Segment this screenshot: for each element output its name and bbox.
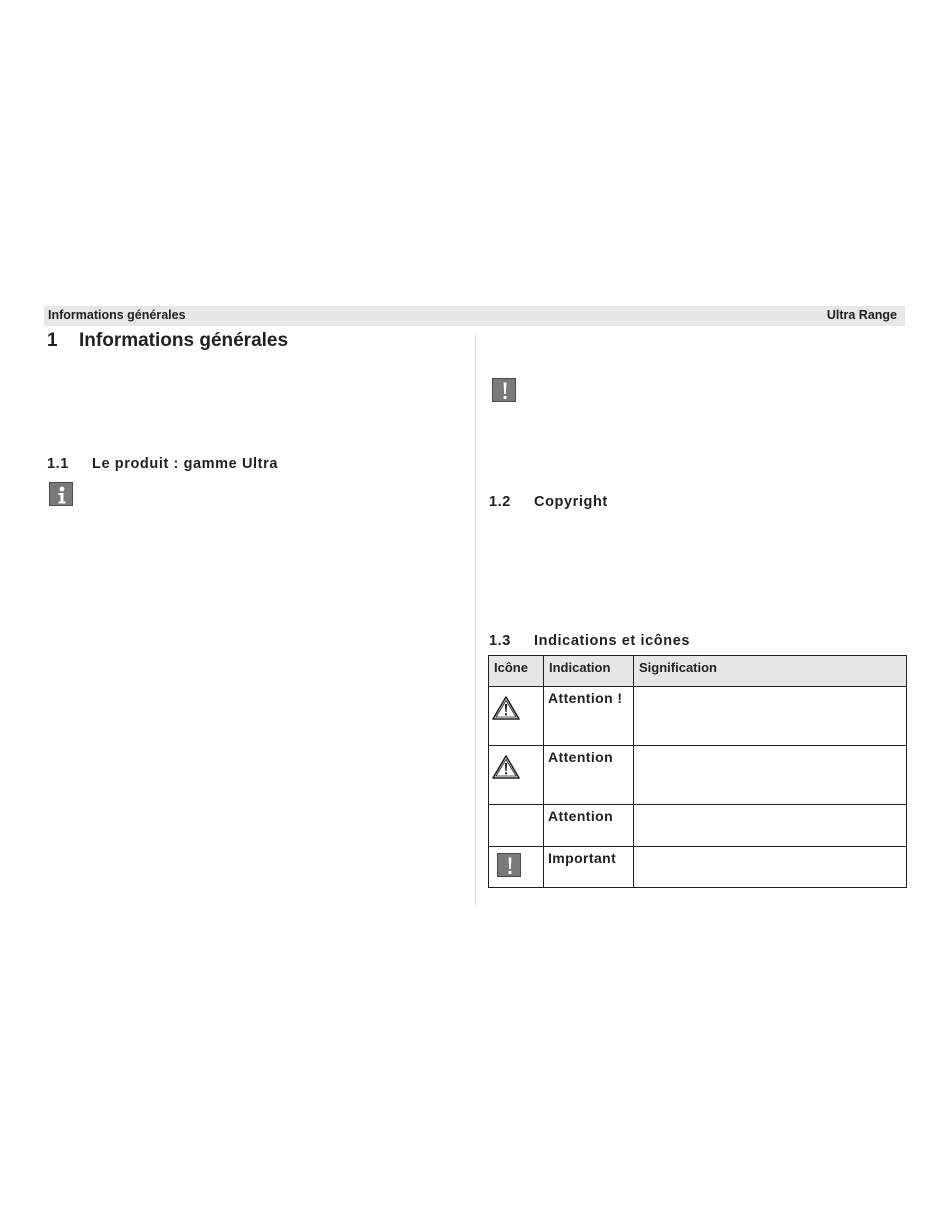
table-cell-meaning — [634, 847, 907, 888]
section-heading-1-3 — [489, 633, 690, 649]
section-heading-1-1 — [47, 456, 278, 472]
section-title: Indications et icônes — [534, 633, 691, 649]
table-cell-indication: Attention — [544, 805, 634, 847]
exclamation-box-icon — [497, 853, 521, 877]
icons-table — [488, 655, 907, 888]
chapter-number: 1 — [47, 330, 58, 351]
column-header-meaning: Signification — [634, 656, 907, 687]
section-heading-1-2 — [489, 494, 608, 510]
table-cell-meaning — [634, 687, 907, 746]
table-row — [489, 847, 907, 888]
warning-triangle-icon — [491, 695, 521, 721]
table-row — [489, 805, 907, 847]
section-number: 1.3 — [489, 633, 511, 649]
header-section-title: Informations générales — [48, 308, 186, 322]
section-number: 1.1 — [47, 456, 69, 472]
table-header-row — [489, 656, 907, 687]
header-product-name: Ultra Range — [826, 308, 897, 322]
table-cell-icon — [489, 687, 544, 746]
table-row — [489, 746, 907, 805]
table-cell-indication: Attention — [544, 746, 634, 805]
info-icon — [49, 482, 73, 506]
section-title: Copyright — [534, 494, 608, 510]
column-divider — [475, 335, 476, 905]
table-cell-icon — [489, 847, 544, 888]
chapter-title: Informations générales — [79, 330, 289, 351]
page-header — [44, 306, 905, 326]
table-cell-indication: Attention ! — [544, 687, 634, 746]
table-cell-indication: Important — [544, 847, 634, 888]
table-cell-icon — [489, 746, 544, 805]
table-cell-meaning — [634, 746, 907, 805]
chapter-heading — [47, 330, 288, 352]
section-number: 1.2 — [489, 494, 511, 510]
column-header-indication: Indication — [544, 656, 634, 687]
table-cell-meaning — [634, 805, 907, 847]
section-title: Le produit : gamme Ultra — [92, 456, 278, 472]
exclamation-box-icon — [492, 378, 516, 402]
table-cell-icon — [489, 805, 544, 847]
column-header-icon: Icône — [489, 656, 544, 687]
table-row — [489, 687, 907, 746]
warning-triangle-icon — [491, 754, 521, 780]
